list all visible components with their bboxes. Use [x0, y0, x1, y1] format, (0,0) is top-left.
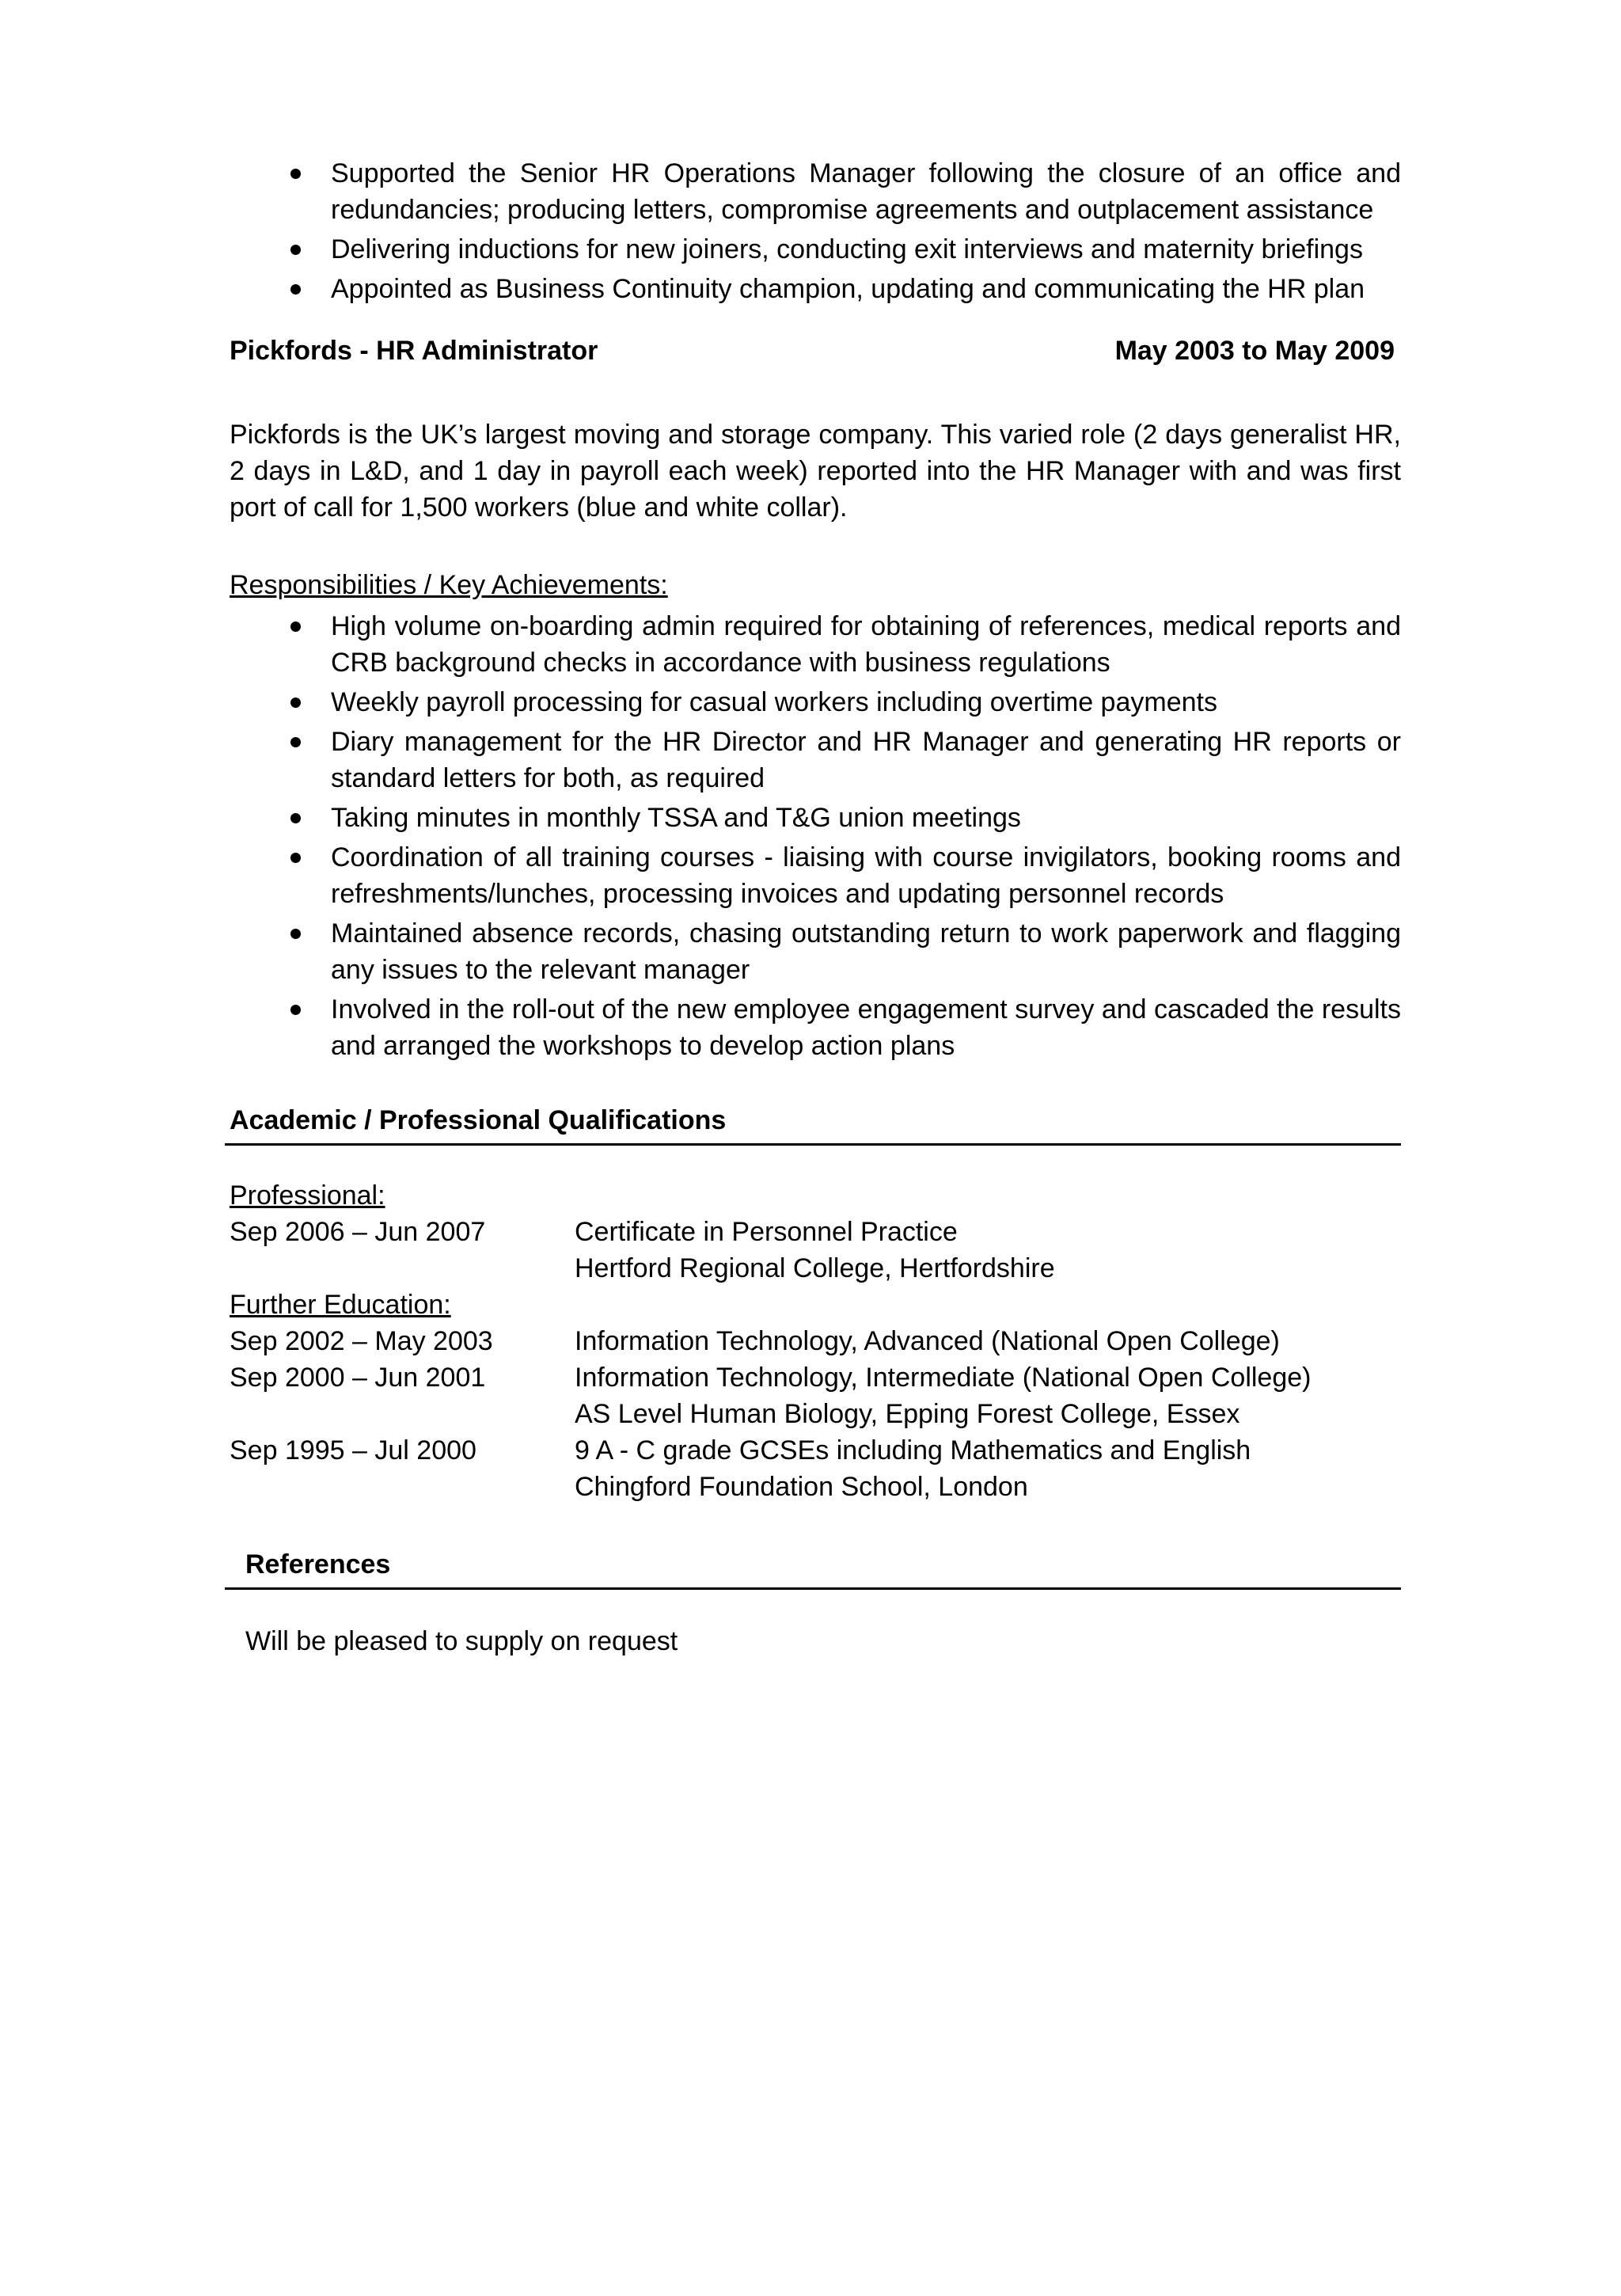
qualification-date: Sep 2000 – Jun 2001	[230, 1363, 486, 1393]
qualification-date	[230, 1469, 575, 1505]
list-item: High volume on-boarding admin required for obtaining of references, medical reports and CRB background checks in accordance with business regulations	[230, 608, 1401, 681]
qualification-date: Sep 2002 – May 2003	[230, 1326, 493, 1356]
responsibilities-label: Responsibilities / Key Achievements:	[230, 570, 668, 600]
list-item: Appointed as Business Continuity champion, updating and communicating the HR plan	[230, 271, 1401, 307]
further-education-label: Further Education:	[230, 1290, 451, 1320]
list-item: Diary management for the HR Director and HR Manager and generating HR reports or standard letters for both, as required	[230, 724, 1401, 796]
job-title: Pickfords - HR Administrator	[230, 336, 598, 366]
qualification-row	[230, 1323, 1401, 1359]
qualification-description: Chingford Foundation School, London	[575, 1472, 1028, 1502]
qualification-row	[230, 1250, 1401, 1287]
qualification-row	[230, 1214, 1401, 1250]
qualification-description: AS Level Human Biology, Epping Forest College, Essex	[575, 1399, 1240, 1429]
list-item: Maintained absence records, chasing outstanding return to work paperwork and flagging any issues to the relevant manager	[230, 915, 1401, 988]
qualification-row	[230, 1432, 1401, 1469]
qualification-description: Hertford Regional College, Hertfordshire	[575, 1253, 1055, 1283]
qualification-description: 9 A - C grade GCSEs including Mathematics and English	[575, 1435, 1251, 1465]
qualification-description: Information Technology, Intermediate (National Open College)	[575, 1363, 1312, 1393]
qualifications-heading: Academic / Professional Qualifications	[225, 1102, 1401, 1146]
list-item: Delivering inductions for new joiners, conducting exit interviews and maternity briefings	[230, 231, 1401, 268]
job-dates: May 2003 to May 2009	[1114, 336, 1395, 366]
list-item: Involved in the roll-out of the new employee engagement survey and cascaded the results and arranged the workshops to develop action plans	[230, 991, 1401, 1064]
list-item: Supported the Senior HR Operations Manager following the closure of an office and redundancies; producing letters, compromise agreements and outplacement assistance	[230, 155, 1401, 228]
list-item: Coordination of all training courses - liaising with course invigilators, booking rooms and refreshments/lunches, processing invoices and updating personnel records	[230, 839, 1401, 912]
document-content	[230, 155, 1401, 1659]
list-item: Weekly payroll processing for casual workers including overtime payments	[230, 684, 1401, 720]
references-heading: References	[225, 1546, 1401, 1590]
job-heading	[230, 333, 1401, 369]
qualification-date: Sep 1995 – Jul 2000	[230, 1435, 476, 1465]
qualification-date: Sep 2006 – Jun 2007	[230, 1217, 486, 1247]
qualification-row	[230, 1359, 1401, 1396]
qualification-row	[230, 1396, 1401, 1432]
qualification-row	[230, 1469, 1401, 1505]
job-description: Pickfords is the UK’s largest moving and storage company. This varied role (2 days generalist HR, 2 days in L&D, and 1 day in payroll each week) reported into the HR Manager with and was first port of call for 1,500 workers (blue and white collar).	[230, 420, 1401, 523]
qualification-date	[230, 1396, 575, 1432]
professional-label: Professional:	[230, 1180, 385, 1211]
list-item: Taking minutes in monthly TSSA and T&G union meetings	[230, 800, 1401, 836]
references-text: Will be pleased to supply on request	[245, 1626, 678, 1656]
qualifications-block	[230, 1177, 1401, 1505]
qualification-description: Certificate in Personnel Practice	[575, 1217, 958, 1247]
qualification-date	[230, 1250, 575, 1287]
qualification-description: Information Technology, Advanced (National Open College)	[575, 1326, 1280, 1356]
responsibilities-list	[230, 608, 1401, 1064]
previous-role-bullet-list	[230, 155, 1401, 307]
